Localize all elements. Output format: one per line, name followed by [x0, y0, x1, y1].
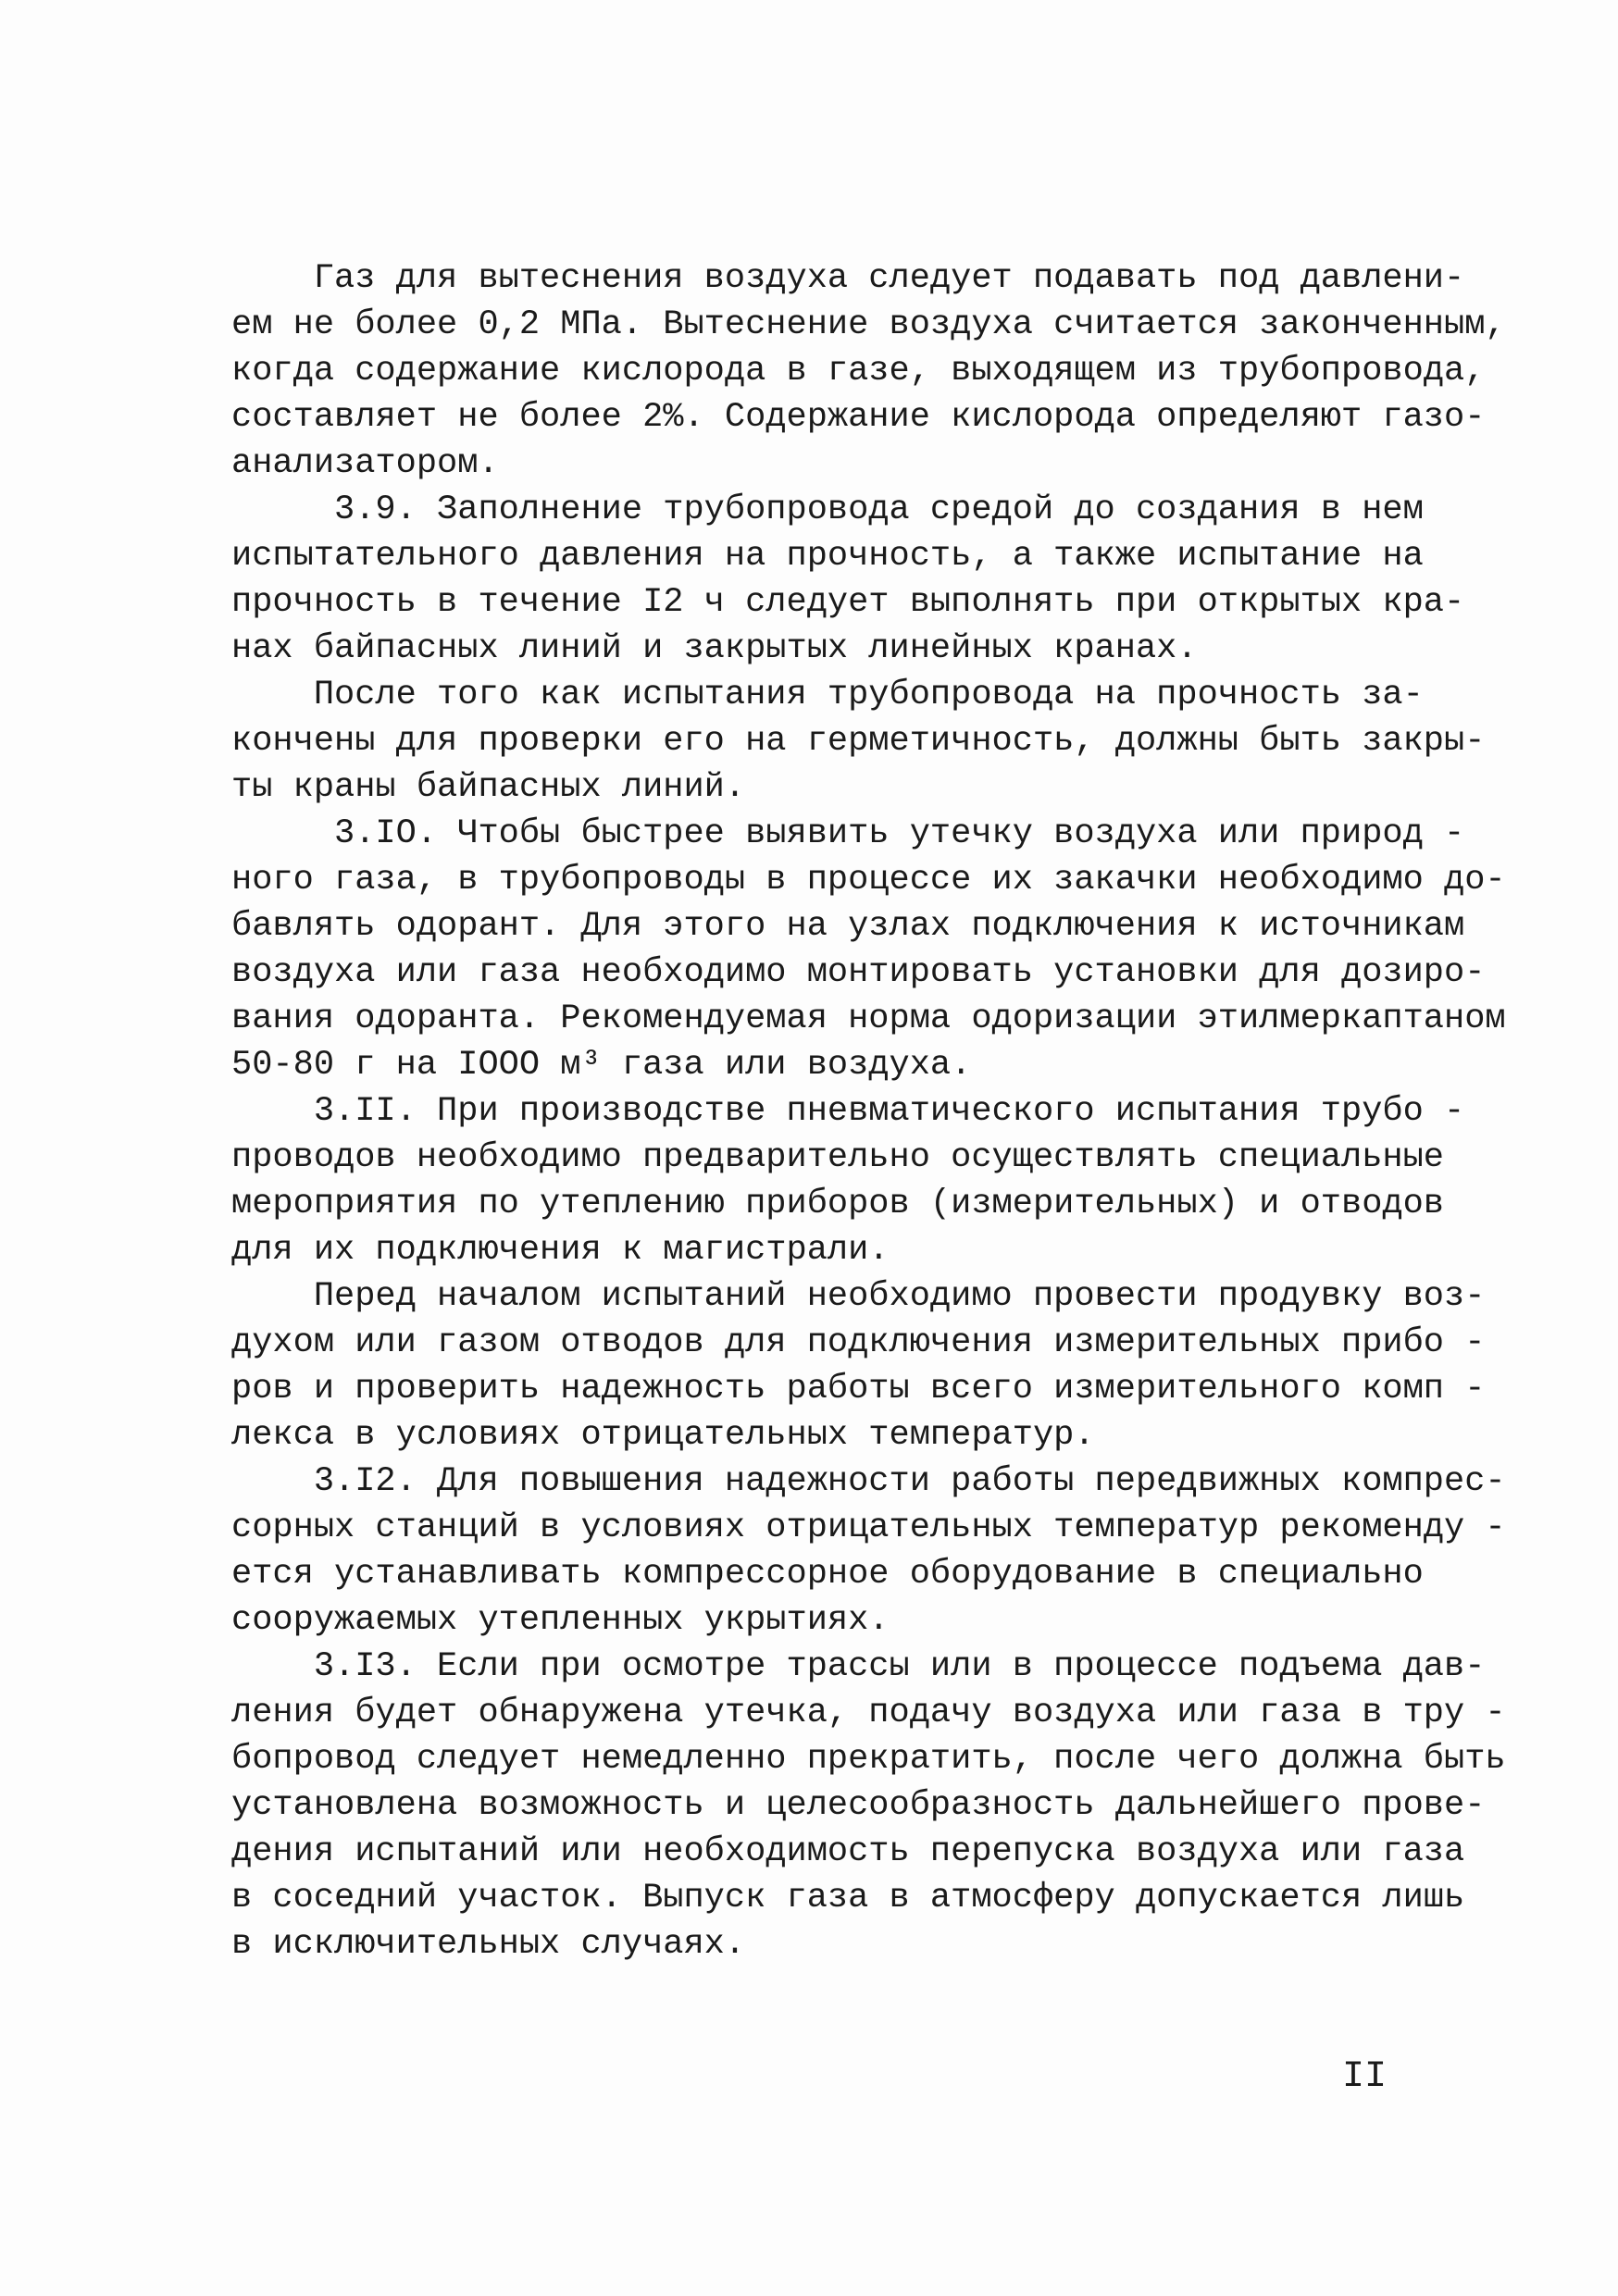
text-line: ты краны байпасных линий.: [231, 768, 746, 807]
text-line: анализатором.: [231, 444, 499, 483]
text-line: проводов необходимо предварительно осуществлять специальные: [231, 1138, 1445, 1177]
text-line: ров и проверить надежность работы всего измерительного комп -: [231, 1370, 1486, 1409]
text-line: ем не более 0,2 МПа. Вытеснение воздуха считается законченным,: [231, 305, 1506, 344]
text-line: прочность в течение I2 ч следует выполнять при открытых кра-: [231, 583, 1465, 622]
text-line: сорных станций в условиях отрицательных температур рекоменду -: [231, 1508, 1506, 1547]
text-line: бопровод следует немедленно прекратить, после чего должна быть: [231, 1740, 1506, 1779]
text-line: нах байпасных линий и закрытых линейных кранах.: [231, 629, 1198, 668]
text-line: Перед началом испытаний необходимо провести продувку воз-: [231, 1277, 1486, 1316]
text-line: кончены для проверки его на герметичность, должны быть закры-: [231, 722, 1486, 761]
text-line: когда содержание кислорода в газе, выходящем из трубопровода,: [231, 352, 1486, 391]
text-line: ления будет обнаружена утечка, подачу воздуха или газа в тру -: [231, 1694, 1506, 1732]
text-line: 3.I2. Для повышения надежности работы передвижных компрес-: [231, 1462, 1506, 1501]
text-line: составляет не более 2%. Содержание кислорода определяют газо-: [231, 398, 1486, 437]
text-line: Газ для вытеснения воздуха следует подавать под давлени-: [231, 259, 1465, 298]
text-line: 3.9. Заполнение трубопровода средой до создания в нем: [231, 490, 1424, 529]
text-line: мероприятия по утеплению приборов (измерительных) и отводов: [231, 1185, 1445, 1223]
text-line: в соседний участок. Выпуск газа в атмосферу допускается лишь: [231, 1879, 1465, 1917]
text-line: воздуха или газа необходимо монтировать установки для дозиро-: [231, 953, 1486, 992]
text-line: сооружаемых утепленных укрытиях.: [231, 1601, 890, 1640]
text-line: 50-80 г на IOOO м³ газа или воздуха.: [231, 1046, 972, 1085]
text-line: После того как испытания трубопровода на прочность за-: [231, 676, 1424, 714]
text-line: лекса в условиях отрицательных температур.: [231, 1416, 1095, 1455]
text-line: испытательного давления на прочность, а также испытание на: [231, 537, 1424, 576]
page-number: II: [1342, 2056, 1388, 2098]
text-line: 3.II. При производстве пневматического испытания трубо -: [231, 1092, 1465, 1131]
text-line: установлена возможность и целесообразность дальнейшего прове-: [231, 1786, 1486, 1825]
text-line: 3.I3. Если при осмотре трассы или в процессе подъема дав-: [231, 1647, 1486, 1686]
text-line: 3.IO. Чтобы быстрее выявить утечку воздуха или природ -: [231, 814, 1465, 853]
body-text: [231, 255, 1506, 1967]
text-line: в исключительных случаях.: [231, 1925, 746, 1964]
text-line: ется устанавливать компрессорное оборудование в специально: [231, 1555, 1424, 1594]
text-line: для их подключения к магистрали.: [231, 1231, 890, 1270]
text-line: дения испытаний или необходимость перепуска воздуха или газа: [231, 1832, 1465, 1871]
text-line: духом или газом отводов для подключения измерительных прибо -: [231, 1323, 1486, 1362]
text-line: бавлять одорант. Для этого на узлах подключения к источникам: [231, 907, 1465, 946]
text-line: вания одоранта. Рекомендуемая норма одоризации этилмеркаптаном: [231, 999, 1506, 1038]
text-line: ного газа, в трубопроводы в процессе их закачки необходимо до-: [231, 861, 1506, 900]
